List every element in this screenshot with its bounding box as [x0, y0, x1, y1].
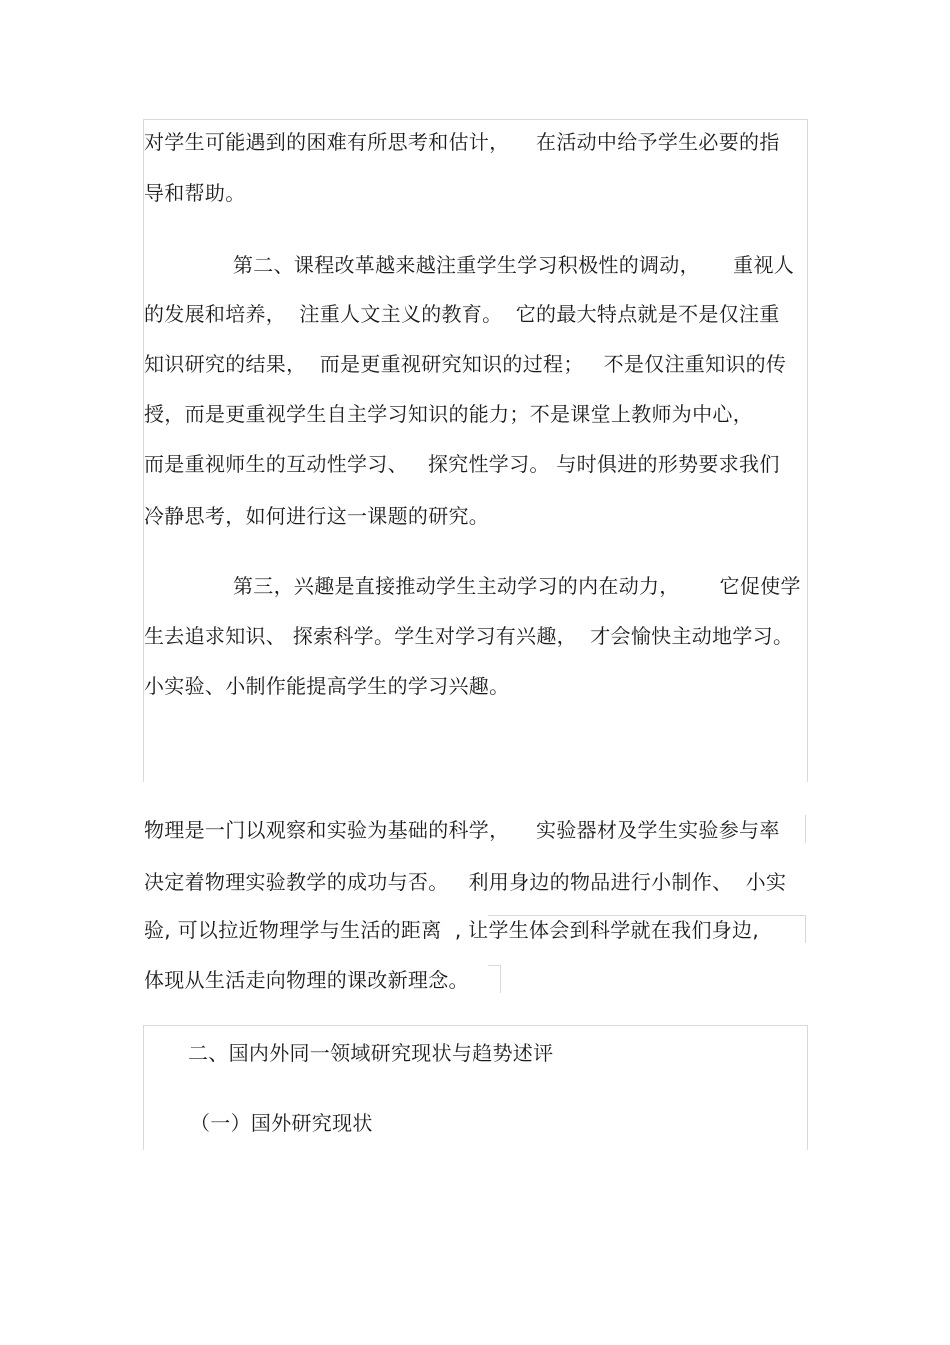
text-line: 小实验、小制作能提高学生的学习兴趣。 — [144, 674, 510, 698]
text-line: 体现从生活走向物理的课改新理念。 — [144, 968, 469, 992]
text-line: 验, 可以拉近物理学与生活的距离 , 让学生体会到科学就在我们身边, — [144, 918, 760, 942]
text-line: 第二、课程改革越来越注重学生学习积极性的调动， 重视人 — [233, 253, 795, 277]
text-line: 的发展和培养， 注重人文主义的教育。 它的最大特点就是不是仅注重 — [144, 302, 780, 326]
frame-top-rule — [143, 119, 808, 120]
frame-right-rule-2a — [805, 815, 806, 843]
text-line: 第三，兴趣是直接推动学生主动学习的内在动力， 它促使学 — [233, 574, 801, 598]
frame-right-rule — [807, 119, 808, 782]
text-line: 决定着物理实验教学的成功与否。 利用身边的物品进行小制作、 小实 — [144, 870, 787, 894]
subsection-heading: （一）国外研究现状 — [190, 1111, 373, 1135]
frame-left-rule-3 — [143, 1025, 144, 1150]
text-line: 而是重视师生的互动性学习、 探究性学习。 与时俱进的形势要求我们 — [144, 452, 780, 476]
text-line: 知识研究的结果， 而是更重视研究知识的过程； 不是仅注重知识的传 — [144, 352, 787, 376]
frame-right-rule-2b — [805, 915, 806, 943]
frame-top-rule-3 — [143, 1025, 808, 1026]
section-heading: 二、国内外同一领域研究现状与趋势述评 — [188, 1041, 554, 1065]
frame-right-rule-3 — [807, 1025, 808, 1150]
text-line: 冷静思考，如何进行这一课题的研究。 — [144, 504, 490, 528]
frame-top-rule-2b — [488, 915, 806, 916]
text-line: 导和帮助。 — [144, 181, 246, 205]
frame-right-rule-2c — [500, 965, 501, 993]
text-line: 物理是一门以观察和实验为基础的科学， 实验器材及学生实验参与率 — [144, 818, 780, 842]
text-line: 授，而是更重视学生自主学习知识的能力；不是课堂上教师为中心， — [144, 402, 753, 426]
text-line: 生去追求知识、 探索科学。学生对学习有兴趣， 才会愉快主动地学习。 — [144, 624, 794, 648]
text-line: 对学生可能遇到的困难有所思考和估计， 在活动中给予学生必要的指 — [144, 130, 780, 154]
